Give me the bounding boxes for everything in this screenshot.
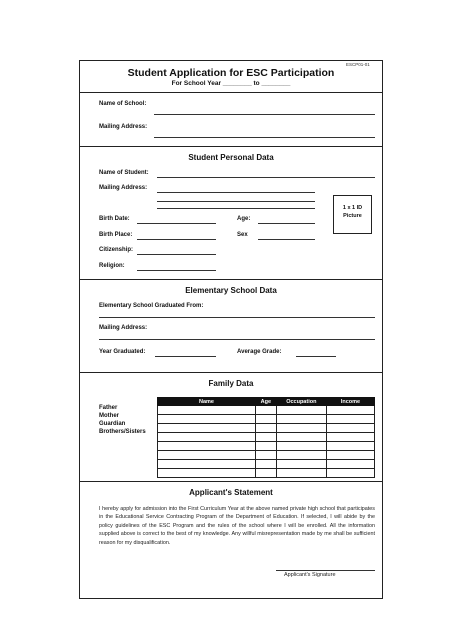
age-label: Age: bbox=[237, 216, 251, 222]
birth-date-field[interactable] bbox=[137, 223, 216, 224]
family-members-list bbox=[99, 404, 146, 436]
citizenship-label: Citizenship: bbox=[99, 247, 133, 253]
cell-occupation[interactable] bbox=[276, 460, 326, 469]
average-grade-label: Average Grade: bbox=[237, 349, 282, 355]
family-table-header bbox=[158, 398, 375, 406]
cell-occupation[interactable] bbox=[276, 469, 326, 478]
cell-age[interactable] bbox=[256, 442, 277, 451]
statement-body: I hereby apply for admission into the First Curriculum Year at the above named private high school that participates in the Educational Service Contracting Program of the Department of Education. If selected, I will abide by the policy guidelines of the ESC Program and the rules of the school where I will be enrolled. All the information supplied above is correct to the best of my knowledge. Any willful misrepresentation made by me shall be sufficient reason for my disqualification. bbox=[99, 506, 375, 546]
cell-income[interactable] bbox=[326, 433, 374, 442]
col-occupation: Occupation bbox=[276, 398, 326, 406]
graduated-from-label: Elementary School Graduated From: bbox=[99, 303, 204, 309]
cell-occupation[interactable] bbox=[276, 424, 326, 433]
cell-age[interactable] bbox=[256, 451, 277, 460]
personal-divider bbox=[79, 279, 383, 280]
col-income: Income bbox=[326, 398, 374, 406]
year-graduated-field[interactable] bbox=[155, 356, 216, 357]
school-address-label: Mailing Address: bbox=[99, 124, 148, 130]
cell-name[interactable] bbox=[158, 406, 256, 415]
family-divider bbox=[79, 481, 383, 482]
elementary-address-field[interactable] bbox=[99, 339, 375, 340]
cell-age[interactable] bbox=[256, 433, 277, 442]
cell-name[interactable] bbox=[158, 460, 256, 469]
cell-income[interactable] bbox=[326, 415, 374, 424]
elementary-divider bbox=[79, 372, 383, 373]
signature-label: Applicant's Signature bbox=[284, 572, 336, 578]
graduated-from-field[interactable] bbox=[99, 317, 375, 318]
form-code: ESCP01-01 bbox=[346, 62, 370, 67]
personal-heading: Student Personal Data bbox=[188, 153, 274, 162]
school-name-field[interactable] bbox=[154, 114, 375, 115]
school-address-field[interactable] bbox=[154, 137, 375, 138]
member-father: Father bbox=[99, 405, 118, 411]
cell-age[interactable] bbox=[256, 415, 277, 424]
member-guardian: Guardian bbox=[99, 421, 126, 427]
age-field[interactable] bbox=[258, 223, 315, 224]
cell-name[interactable] bbox=[158, 424, 256, 433]
cell-age[interactable] bbox=[256, 460, 277, 469]
cell-income[interactable] bbox=[326, 406, 374, 415]
religion-label: Religion: bbox=[99, 263, 125, 269]
average-grade-field[interactable] bbox=[296, 356, 336, 357]
birth-place-field[interactable] bbox=[137, 239, 216, 240]
statement-heading: Applicant's Statement bbox=[189, 488, 273, 497]
cell-income[interactable] bbox=[326, 469, 374, 478]
school-name-label: Name of School: bbox=[99, 101, 147, 107]
id-picture-box bbox=[333, 195, 372, 234]
student-address-label: Mailing Address: bbox=[99, 185, 148, 191]
student-address-field-1[interactable] bbox=[157, 192, 315, 193]
school-divider bbox=[79, 146, 383, 147]
cell-age[interactable] bbox=[256, 424, 277, 433]
student-address-field-3[interactable] bbox=[157, 208, 315, 209]
cell-income[interactable] bbox=[326, 424, 374, 433]
sex-field[interactable] bbox=[258, 239, 315, 240]
cell-income[interactable] bbox=[326, 442, 374, 451]
cell-name[interactable] bbox=[158, 451, 256, 460]
family-table bbox=[157, 397, 375, 478]
cell-occupation[interactable] bbox=[276, 442, 326, 451]
sex-label: Sex bbox=[237, 232, 248, 238]
cell-occupation[interactable] bbox=[276, 415, 326, 424]
cell-name[interactable] bbox=[158, 415, 256, 424]
table-row bbox=[158, 415, 375, 424]
cell-name[interactable] bbox=[158, 442, 256, 451]
table-row bbox=[158, 424, 375, 433]
elementary-address-label: Mailing Address: bbox=[99, 325, 148, 331]
table-row bbox=[158, 460, 375, 469]
table-row bbox=[158, 451, 375, 460]
cell-income[interactable] bbox=[326, 460, 374, 469]
birth-date-label: Birth Date: bbox=[99, 216, 130, 222]
table-row bbox=[158, 469, 375, 478]
table-row bbox=[158, 406, 375, 415]
student-address-field-2[interactable] bbox=[157, 201, 315, 202]
cell-name[interactable] bbox=[158, 469, 256, 478]
citizenship-field[interactable] bbox=[137, 254, 216, 255]
student-name-field[interactable] bbox=[157, 177, 375, 178]
col-name: Name bbox=[158, 398, 256, 406]
cell-name[interactable] bbox=[158, 433, 256, 442]
year-graduated-label: Year Graduated: bbox=[99, 349, 146, 355]
page-title: Student Application for ESC Participation bbox=[127, 67, 335, 79]
cell-age[interactable] bbox=[256, 469, 277, 478]
cell-occupation[interactable] bbox=[276, 433, 326, 442]
cell-occupation[interactable] bbox=[276, 406, 326, 415]
header-divider bbox=[79, 92, 383, 93]
cell-occupation[interactable] bbox=[276, 451, 326, 460]
signature-field[interactable] bbox=[276, 570, 375, 571]
religion-field[interactable] bbox=[137, 270, 216, 271]
student-name-label: Name of Student: bbox=[99, 170, 149, 176]
family-table-body bbox=[158, 406, 375, 478]
member-mother: Mother bbox=[99, 413, 119, 419]
table-row bbox=[158, 442, 375, 451]
school-year-line: For School Year ________ to ________ bbox=[171, 80, 291, 87]
table-row bbox=[158, 433, 375, 442]
family-heading: Family Data bbox=[208, 379, 254, 388]
id-picture-label-1: 1 x 1 ID bbox=[342, 205, 363, 211]
id-picture-label-2: Picture bbox=[343, 212, 362, 219]
birth-place-label: Birth Place: bbox=[99, 232, 133, 238]
member-siblings: Brothers/Sisters bbox=[99, 429, 146, 435]
cell-age[interactable] bbox=[256, 406, 277, 415]
elementary-heading: Elementary School Data bbox=[185, 286, 277, 295]
cell-income[interactable] bbox=[326, 451, 374, 460]
col-age: Age bbox=[256, 398, 277, 406]
